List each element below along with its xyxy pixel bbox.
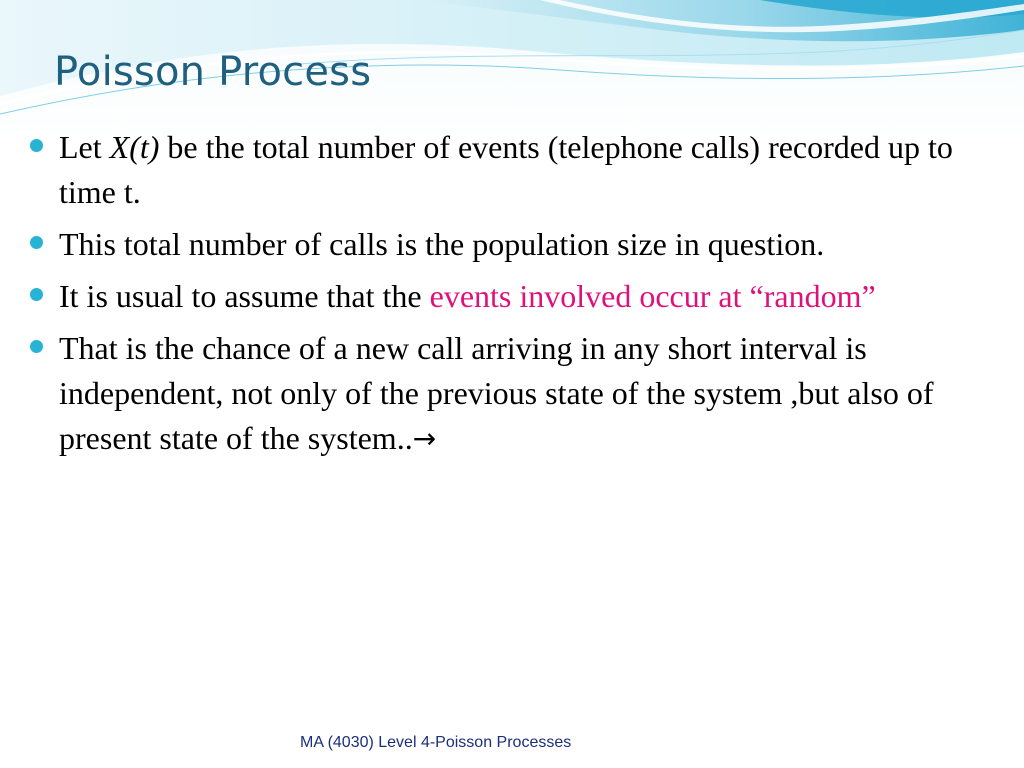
bullet-variable: X(t) [109, 129, 160, 165]
bullet-text: That is the chance of a new call arriving in any short interval is independent, not only of the previous state of the system ,but also of present state of the system.. [59, 330, 934, 456]
bullet-dot-icon [30, 288, 43, 301]
bullet-item [28, 222, 968, 267]
bullet-text: This total number of calls is the population size in question. [59, 226, 825, 262]
right-arrow-icon: → [412, 422, 437, 455]
bullet-dot-icon [30, 340, 43, 353]
bullet-text: Let [59, 129, 110, 165]
bullet-item [28, 326, 968, 461]
slide-title: Poisson Process [54, 49, 372, 95]
bullet-dot-icon [30, 139, 43, 152]
bullet-item [28, 274, 968, 319]
bullet-text: be the total number of events (telephone calls) recorded up to time t. [59, 129, 953, 210]
bullet-dot-icon [30, 236, 43, 249]
slide-footer: MA (4030) Level 4-Poisson Processes [300, 734, 572, 751]
bullet-text: It is usual to assume that the [59, 278, 430, 314]
highlighted-text: events involved occur at “random” [429, 278, 876, 314]
bullet-item [28, 125, 968, 215]
bullet-list [28, 125, 968, 468]
